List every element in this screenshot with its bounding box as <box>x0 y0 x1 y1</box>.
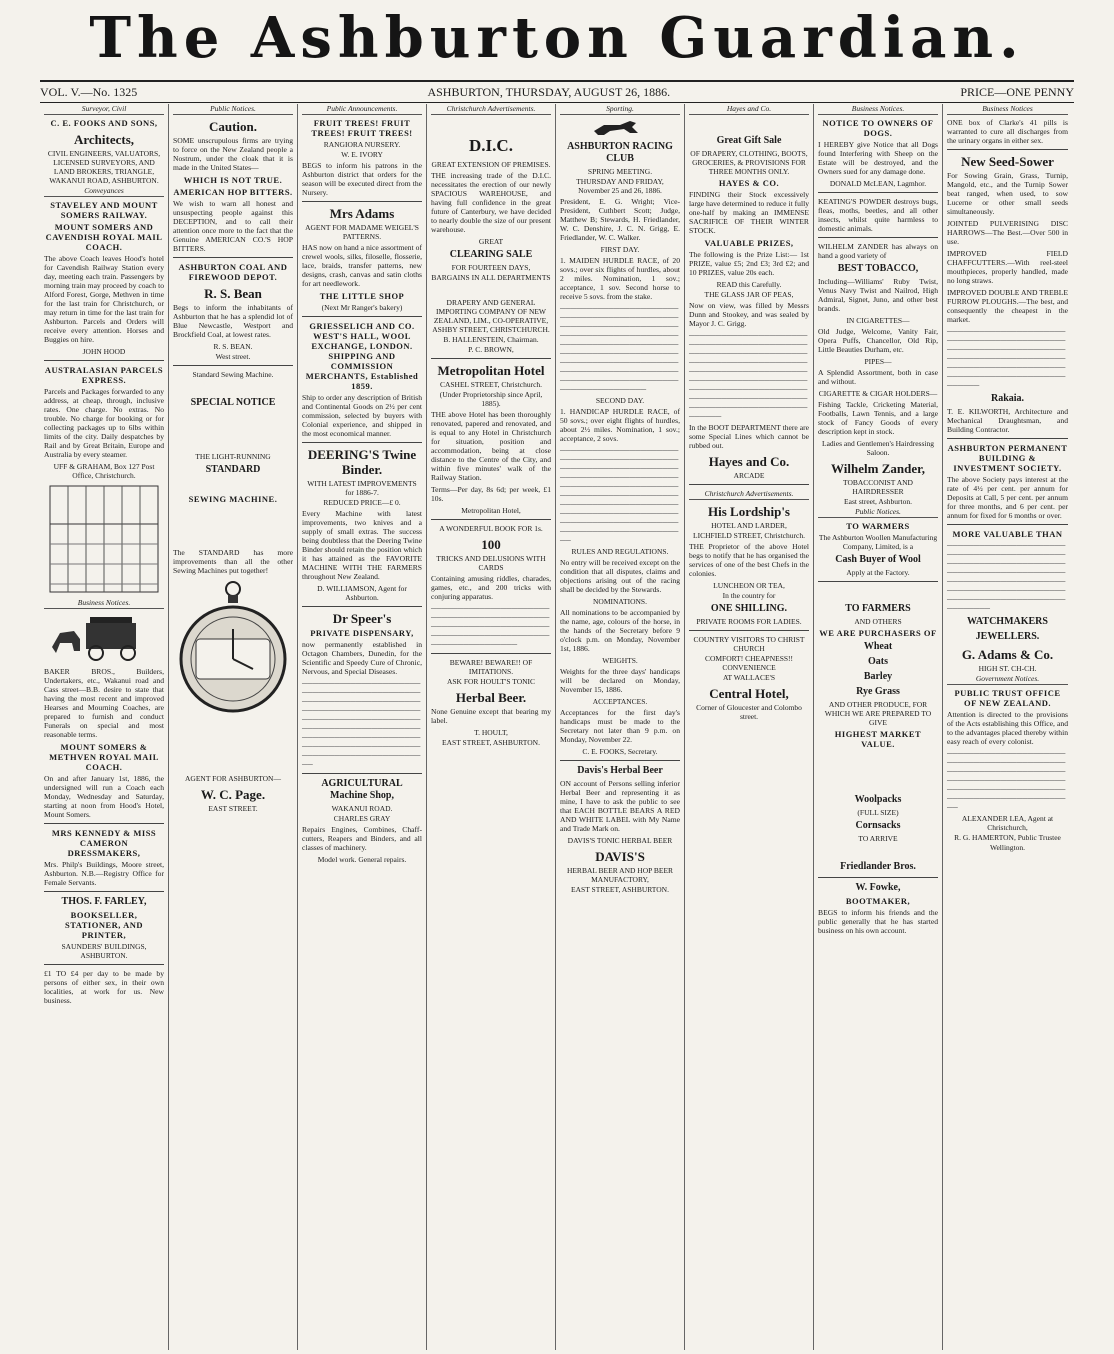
section-header: Public Notices. <box>818 507 938 518</box>
ad-text: All nominations to be accompanied by the name, age, colours of the horse, in the hands of the Secretary before 9 o'clock p.m. on Monday, November 1st, 1886. <box>560 608 680 653</box>
ad-title: R. S. Bean <box>204 286 262 301</box>
volume-number: VOL. V.—No. 1325 <box>40 84 138 99</box>
ad-heading: VALUABLE PRIZES, <box>704 238 794 248</box>
ad-title: STANDARD <box>205 464 261 475</box>
ad-title: Friedlander Bros. <box>840 861 916 872</box>
ad-heading: (Under Proprietorship since April, 1885). <box>439 390 543 408</box>
ad-heading: READ this Carefully. <box>716 280 782 289</box>
ad-heading: PIPES— <box>864 357 892 366</box>
ad-heading: WAKANUI ROAD. <box>331 804 393 813</box>
divider <box>818 192 938 193</box>
ad-heading: AGENT FOR MADAME WEIGEL'S PATTERNS. <box>305 223 419 241</box>
ad-text: JOINTED PULVERISING DISC HARROWS—The Best.—Over 500 in use. <box>947 219 1068 246</box>
divider <box>689 484 809 485</box>
ad-text: Mrs. Philp's Buildings, Moore street, Ashburton. N.B.—Registry Office for Female Servants. <box>44 860 164 887</box>
divider <box>173 257 293 258</box>
ad-text: The above Coach leaves Hood's hotel for Cavendish Railway Station every day, meeting each train. Passengers by morning train may proceed by coach to Alford Forest, Gorge, Methven in time for the last train for Christchurch, or may return in time for the last train for Ashburton. Parcels and Orders will receive every attention. Horses and Buggies on hire. <box>44 254 164 344</box>
ad-heading: THURSDAY AND FRIDAY, November 25 and 26, 1886. <box>576 177 664 195</box>
ad-text: A Splendid Assortment, both in case and without. <box>818 368 938 386</box>
ad-text: In the BOOT DEPARTMENT there are some Special Lines which cannot be rubbed out. <box>689 423 809 450</box>
section-header: Government Notices. <box>947 674 1068 685</box>
ad-title: Caution. <box>208 119 258 134</box>
ad-heading: LUNCHEON OR TEA, <box>713 581 785 590</box>
body-text-filler: ──────────────────────────────────────────────────────────────────────────────────────────────────────── <box>431 604 550 649</box>
ad-heading: WEIGHTS. <box>602 656 638 665</box>
ad-signature: UFF & GRAHAM, Box 127 Post Office, Christchurch. <box>53 462 155 480</box>
ad-title: Rakaia. <box>990 393 1025 404</box>
page-columns <box>40 104 1080 1350</box>
racehorse-illustration <box>590 119 650 137</box>
ad-title: DEERING'S Twine Binder. <box>307 447 417 477</box>
rate-table-illustration <box>46 484 162 594</box>
ad-heading: FRUIT TREES! FRUIT TREES! FRUIT TREES! <box>311 118 413 138</box>
divider <box>560 760 680 761</box>
ad-title: Herbal Beer. <box>455 690 527 705</box>
body-text-filler: ────────────────────────────────────────────────────────────────────────────────────────────────────────────────────────────────────────── <box>947 327 1066 390</box>
divider <box>947 149 1068 150</box>
divider <box>818 237 938 238</box>
ad-text: The STANDARD has more improvements than all the other Sewing Machines put together! <box>173 548 293 575</box>
ad-title: Mrs Adams <box>329 206 395 221</box>
ad-address: East street, Ashburton. <box>844 497 912 506</box>
ad-title: Rye Grass <box>856 686 900 697</box>
ad-heading: STAVELEY AND MOUNT SOMERS RAILWAY. <box>50 200 158 220</box>
ad-text: THE increasing trade of the D.I.C. necessitates the erection of our newly SPACIOUS WAREHOUSE, and having full confidence in the great future of Canterbury, we have decided to nearly double the size of our present warehouse. <box>431 171 551 234</box>
ad-text: SOME unscrupulous firms are trying to force on the New Zealand people a Nostrum, under the cloak that it is made in the United States— <box>173 136 293 172</box>
ad-heading: Standard Sewing Machine. <box>192 370 274 379</box>
ad-text: IMPROVED FIELD CHAFFCUTTERS.—With reel-steel mouthpieces, properly handled, made no long straws. <box>947 249 1068 285</box>
ad-heading: BEWARE! BEWARE!! OF IMITATIONS. <box>449 658 533 676</box>
ad-address: EAST STREET, ASHBURTON. <box>442 738 540 747</box>
ad-text: BEGS to inform his friends and the public generally that he has started business on his own account. <box>818 908 938 935</box>
ad-heading: CHARLES GRAY <box>333 814 391 823</box>
ad-title: Cornsacks <box>855 820 901 831</box>
body-text-filler: ────────────────────────────────────────────────────────────────────────────────────────────────────────────────────────────────────────────────────────────────── <box>947 541 1066 613</box>
column-5 <box>556 104 685 1350</box>
ad-heading: ASK FOR HOULT'S TONIC <box>446 677 536 686</box>
ad-title: D.I.C. <box>469 136 513 155</box>
section-header: Christchurch Advertisements. <box>689 489 809 500</box>
ad-heading: IN CIGARETTES— <box>846 316 910 325</box>
ad-text: Including—Williams' Ruby Twist, Venus Navy Twist and Nailrod, High Admiral, Signet, Juno, and other best brands. <box>818 277 938 313</box>
ad-text: No entry will be received except on the condition that all disputes, claims and objections arising out of the racing shall be decided by the Stewards. <box>560 558 680 594</box>
ad-heading: GREAT <box>478 237 504 246</box>
ad-heading: PUBLIC TRUST OFFICE OF NEW ZEALAND. <box>954 688 1061 708</box>
ad-heading: REDUCED PRICE—£ 0. <box>323 498 401 507</box>
column-8 <box>943 104 1072 1350</box>
ad-text: On and after January 1st, 1886, the undersigned will run a Coach each Monday, Wednesday and Saturday, starting at noon from Hood's Hotel, Mount Somers. <box>44 774 164 819</box>
ad-address: EAST STREET, ASHBURTON. <box>571 885 669 894</box>
ad-heading: SPRING MEETING. <box>587 167 653 176</box>
ad-heading: SECOND DAY. <box>595 396 645 405</box>
ad-heading: THE GLASS JAR OF PEAS, <box>704 290 794 299</box>
ad-heading: OF DRAPERY, CLOTHING, BOOTS, GROCERIES, & PROVISIONS FOR THREE MONTHS ONLY. <box>690 149 808 176</box>
ad-text: Attention is directed to the provisions of the Acts establishing this Office, and to the advantages placed thereby within easy reach of every colonist. <box>947 710 1068 746</box>
ad-title: Barley <box>863 671 893 682</box>
divider <box>947 524 1068 525</box>
ad-heading: WITH LATEST IMPROVEMENTS for 1886-7. <box>307 479 417 497</box>
ad-heading: ACCEPTANCES. <box>592 697 648 706</box>
ad-heading: PRIVATE DISPENSARY, <box>310 628 414 638</box>
ad-text: The above Society pays interest at the rate of 4½ per cent. per annum for Deposits at Call, 5 per cent. per annum for three months, and 6 per cent. per annum for fixed for 6 months or over. <box>947 475 1068 520</box>
ad-text: Fishing Tackle, Cricketing Material, Footballs, Lawn Tennis, and a large stock of Fancy Goods of every description kept in stock. <box>818 400 938 436</box>
ad-text: Model work. General repairs. <box>317 855 407 864</box>
divider <box>44 891 164 892</box>
ad-text: Repairs Engines, Combines, Chaff-cutters, Reapers and Binders, and all classes of machinery. <box>302 825 422 852</box>
ad-signature: DONALD McLEAN, Lagmhor. <box>829 179 927 188</box>
ad-signature: C. E. FOOKS, Secretary. <box>582 747 658 756</box>
ad-signature: T. HOULT, <box>474 728 508 737</box>
section-header: Business Notices <box>947 104 1068 115</box>
section-header: Hayes and Co. <box>689 104 809 115</box>
ad-text: Weights for the three days' handicaps will be declared on Monday, November 15, 1886. <box>560 667 680 694</box>
ad-title: SPECIAL NOTICE <box>190 397 276 408</box>
ad-text: Acceptances for the first day's handicaps must be made to the Secretary not later than 9 p.m. on Monday, November 22. <box>560 708 680 744</box>
ad-title: WATCHMAKERS <box>967 616 1048 627</box>
ad-heading: NOMINATIONS. <box>593 597 647 606</box>
ad-title: 100 <box>481 537 501 552</box>
ad-heading: MOUNT SOMERS & METHVEN ROYAL MAIL COACH. <box>49 742 159 772</box>
ad-text: Old Judge, Welcome, Vanity Fair, Opera Puffs, Chancellor, Old Rip, Little Beauties Durham, etc. <box>818 327 938 354</box>
ad-heading: HOTEL AND LARDER, <box>711 521 787 530</box>
ad-heading: BARGAINS IN ALL DEPARTMENTS <box>431 273 551 282</box>
ad-title: New Seed-Sower <box>961 154 1054 169</box>
ad-text: BAKER BROS., Builders, Undertakers, etc., Wakanui road and Cass street—B.B. desire to state that having the most recent and improved Hearses and Mourning Coaches, are prepared to furnish and conduct Funerals on special and most reasonable terms. <box>44 667 164 739</box>
ad-text: WILHELM ZANDER has always on hand a good variety of <box>818 242 938 260</box>
ad-text: The following is the Prize List:— 1st PRIZE, value £5; 2nd £3; 3rd £2; and 10 PRIZES, value 20s each. <box>689 250 809 277</box>
ad-heading: MORE VALUABLE THAN <box>952 529 1063 539</box>
ad-text: 1. HANDICAP HURDLE RACE, of 50 sovs.; over eight flights of hurdles, about 2½ miles. Nomination, 1 sov.; acceptance, 2 sovs. <box>560 407 680 443</box>
ad-heading: THE LIGHT-RUNNING <box>195 452 271 461</box>
ad-title: TO FARMERS <box>845 603 911 614</box>
ad-heading: BOOTMAKER, <box>845 896 911 906</box>
ad-title: His Lordship's <box>707 504 790 519</box>
ad-heading: AND OTHERS <box>854 617 902 626</box>
body-text-filler: ────────────────────────────────────────────────────────────────────────────────────────────────────────────────────────────────────────────────────────────────────────────────────────────────────────────────────────────── <box>560 446 679 545</box>
ad-text: Every Machine with latest improvements, two knives and a supply of small extras. The success being doubtless that the Deering Twine Binder should retain the position which it has attained as the FAVORITE MACHINE WITH THE FARMERS throughout New Zealand. <box>302 509 423 581</box>
divider <box>302 316 422 317</box>
ad-heading: RULES AND REGULATIONS. <box>571 547 669 556</box>
divider <box>947 438 1068 439</box>
ad-heading: HIGHEST MARKET VALUE. <box>834 729 922 749</box>
divider <box>818 877 938 878</box>
ad-heading: THE LITTLE SHOP <box>319 291 405 301</box>
price: PRICE—ONE PENNY <box>960 84 1074 99</box>
ad-title: Great Gift Sale <box>716 135 782 146</box>
ad-signature: ALEXANDER LEA, Agent at Christchurch, <box>961 814 1054 832</box>
column-1 <box>40 104 169 1350</box>
ad-heading: MOUNT SOMERS AND CAVENDISH ROYAL MAIL COACH. <box>45 222 163 252</box>
ad-heading: TRICKS AND DELUSIONS WITH CARDS <box>436 554 546 572</box>
ad-heading: ASHBURTON PERMANENT BUILDING & INVESTMENT SOCIETY. <box>947 443 1068 473</box>
ad-heading: GREAT EXTENSION OF PREMISES. <box>431 160 551 169</box>
ad-title: G. Adams & Co. <box>961 647 1054 662</box>
ad-heading: DAVIS'S TONIC HERBAL BEER <box>567 836 673 845</box>
ad-text: ONE box of Clarke's 41 pills is warranted to cure all discharges from the urinary organs in either sex. <box>947 118 1068 145</box>
ad-text: CIVIL ENGINEERS, VALUATORS, LICENSED SURVEYORS, AND LAND BROKERS, TRIANGLE, WAKANUI ROAD, ASHBURTON. <box>47 149 161 185</box>
ad-heading: (FULL SIZE) <box>857 808 899 817</box>
divider <box>818 581 938 582</box>
ad-text: 1. MAIDEN HURDLE RACE, of 20 sovs.; over six flights of hurdles, about 2 miles. Nomination, 1 sov.; acceptance, 1 sov. Second horse to receive 5 sovs. from the stake. <box>560 256 680 301</box>
column-3 <box>298 104 427 1350</box>
ad-heading: WHICH IS NOT TRUE. <box>183 175 283 185</box>
ad-text: President, E. G. Wright; Vice-President, Cuthbert Scott; Judge, Matthew B; Stewards, H. Friedlander, W. C. Denshire, J. C. N. Grigg, E. Friedlander, W. C. Walker. <box>560 197 680 242</box>
body-text-filler: ────────────────────────────────────────────────────────────────────────────────────────────────────────────────────────────────────────────────────────────────────────────────────────────────────────────────────── <box>560 304 679 394</box>
ad-signature: JOHN HOOD <box>82 347 126 356</box>
ad-title: Wheat <box>863 641 893 652</box>
ad-address: (Next Mr Ranger's bakery) <box>321 303 403 312</box>
ad-title: Davis's Herbal Beer <box>577 765 663 776</box>
section-header: Public Notices. <box>173 104 293 115</box>
section-header: Surveyor, Civil <box>44 104 164 115</box>
ad-signature: R. G. HAMERTON, Public Trustee <box>954 833 1061 842</box>
ad-heading: ASHBURTON COAL AND FIREWOOD DEPOT. <box>178 262 288 282</box>
ad-heading: PRIVATE ROOMS FOR LADIES. <box>696 617 802 626</box>
ad-text: ON account of Persons selling inferior Herbal Beer and representing it as mine, I have to ask the public to see that EACH BOTTLE BEARS A RED AND WHITE LABEL with My Name and Trade Mark on. <box>560 779 680 833</box>
ad-text: FINDING their Stock excessively large have determined to reduce it fully one-half by making an IMMENSE SACRIFICE OF THEIR WINTER STOCK. <box>689 190 809 235</box>
ad-heading: WE ARE PURCHASERS OF <box>819 628 937 638</box>
ad-signature: B. HALLENSTEIN, Chairman. <box>443 335 539 344</box>
ad-title: ASHBURTON RACING CLUB <box>567 141 673 164</box>
divider <box>302 442 422 443</box>
ad-heading: A WONDERFUL BOOK FOR 1s. <box>439 524 543 533</box>
section-header: Business Notices. <box>818 104 938 115</box>
section-header: Public Announcements. <box>302 104 422 115</box>
ad-address: LICHFIELD STREET, Christchurch. <box>693 531 805 540</box>
ad-heading: AUSTRALASIAN PARCELS EXPRESS. <box>44 365 164 385</box>
ad-title: THOS. F. FARLEY, <box>61 896 147 907</box>
ad-text: IMPROVED DOUBLE AND TREBLE FURROW PLOUGHS.—The best, and consequently the cheapest in the market. <box>947 288 1068 324</box>
ad-text: HAS now on hand a nice assortment of crewel wools, silks, filoselle, flosserie, lace, braids, transfer patterns, new designs, crash, canvas and satin cloths for art needlework. <box>302 243 422 288</box>
ad-heading: FIRST DAY. <box>600 245 640 254</box>
ad-title: Hayes and Co. <box>708 454 790 469</box>
divider <box>431 653 551 654</box>
ad-heading: C. E. FOOKS AND SONS, <box>50 118 158 128</box>
ad-heading: BOOKSELLER, STATIONER, AND PRINTER, <box>64 910 143 940</box>
divider <box>431 519 551 520</box>
ad-heading: AMERICAN HOP BITTERS. <box>173 187 293 197</box>
ad-text: Terms—Per day, 8s 6d; per week, £1 10s. <box>431 485 551 503</box>
ad-title: Central Hotel, <box>709 686 789 701</box>
ad-title: JEWELLERS. <box>975 631 1040 642</box>
column-7 <box>814 104 943 1350</box>
divider <box>173 365 293 366</box>
ad-heading: AT WALLACE'S <box>722 673 776 682</box>
ad-address: West street. <box>215 352 251 361</box>
ad-title: Dr Speer's <box>332 611 392 626</box>
ad-title: W. C. Page. <box>200 787 266 802</box>
ad-title: Oats <box>868 656 888 667</box>
dateline <box>40 80 1074 103</box>
ad-text: None Genuine except that bearing my label. <box>431 707 551 725</box>
body-text-filler: ──────────────────────────────────────────────────────────────────────────────────────────────────────────────────────────────────────────────────────────────────────────────────────────────────────── <box>302 679 421 769</box>
ad-title: W. Fowke, <box>855 882 901 893</box>
divider <box>431 358 551 359</box>
ad-heading: COUNTRY VISITORS TO CHRIST CHURCH <box>693 635 805 653</box>
section-header: Conveyances <box>44 186 164 197</box>
ad-title: Metropolitan Hotel <box>437 363 545 378</box>
ad-address: Wellington. <box>989 843 1026 852</box>
ad-title: Wilhelm Zander, <box>831 461 925 476</box>
ad-heading: In the country for <box>722 591 776 600</box>
ad-heading: RANGIORA NURSERY. <box>323 140 401 149</box>
ad-heading: HAYES & CO. <box>718 178 780 188</box>
ad-heading: TOBACCONIST AND HAIRDRESSER <box>843 478 913 496</box>
ad-heading: Ladies and Gentlemen's Hairdressing Saloon. <box>822 439 934 457</box>
ad-heading: TO ARRIVE <box>858 834 898 843</box>
section-header: Christchurch Advertisements. <box>431 104 551 115</box>
watch-illustration <box>178 579 288 729</box>
ad-heading: MRS KENNEDY & MISS CAMERON DRESSMAKERS, <box>51 828 157 858</box>
divider <box>44 964 164 965</box>
column-6 <box>685 104 814 1350</box>
hearse-illustration <box>46 613 162 663</box>
ad-text: Ship to order any description of British and Continental Goods on 2½ per cent commission, selected by buyers with Colonial experience, and shipped in the most economical manner. <box>302 393 422 438</box>
section-header: Business Notices. <box>44 598 164 609</box>
ad-heading: NOTICE TO OWNERS OF DOGS. <box>822 118 934 138</box>
ad-heading: SEWING MACHINE. <box>188 494 278 504</box>
body-text-filler: ──────────────────────────────────────────────────────────────────────────────────────────────────────────────────────────────────────────────────────────────────────────────────────────────────────────── <box>689 331 808 421</box>
ad-text: £1 TO £4 per day to be made by persons of either sex, in their own localities, at work for us. New business. <box>44 969 164 1005</box>
ad-title: BEST TOBACCO, <box>837 263 919 274</box>
divider <box>302 606 422 607</box>
divider <box>44 823 164 824</box>
ad-text: SAUNDERS' BUILDINGS, ASHBURTON. <box>61 942 147 960</box>
ad-heading: FOR FOURTEEN DAYS, <box>451 263 531 272</box>
body-text-filler: ────────────────────────────────────────────────────────────────────────────────────────────────────────────────────────────────────── <box>947 749 1066 812</box>
ad-text: THE above Hotel has been thoroughly renovated, papered and renovated, and is equal to any Hotel in Christchurch for situation, position and accommodation, being at close distance to the Centre of the City, and within five minutes' walk of the Railway Station. <box>431 410 551 482</box>
ad-text: THE Proprietor of the above Hotel begs to notify that he has organised the services of one of the best Chefs in the colonies. <box>689 542 809 578</box>
ad-text: DRAPERY AND GENERAL IMPORTING COMPANY OF NEW ZEALAND, LIM., CO-OPERATIVE, ASHBY STREET, CHRISTCHURCH. <box>432 298 550 334</box>
ad-text: KEATING'S POWDER destroys bugs, fleas, moths, beetles, and all other insects, whilst quite harmless to domestic animals. <box>818 197 938 233</box>
ad-text: Now on view, was filled by Messrs Dunn and Stookey, and was sealed by Mayor J. C. Grigg. <box>689 301 809 328</box>
ad-title: ONE SHILLING. <box>710 603 788 614</box>
ad-title: CLEARING SALE <box>449 249 533 260</box>
divider <box>44 360 164 361</box>
issue-date: ASHBURTON, THURSDAY, AUGUST 26, 1886. <box>427 84 671 99</box>
ad-text: The Ashburton Woollen Manufacturing Company, Limited, is a <box>818 533 938 551</box>
divider <box>302 773 422 774</box>
ad-signature: D. WILLIAMSON, Agent for Ashburton. <box>317 584 407 602</box>
ad-title: Cash Buyer of Wool <box>835 554 921 565</box>
ad-signature: Metropolitan Hotel, <box>461 506 521 515</box>
newspaper-title: The Ashburton Guardian. <box>89 5 1025 71</box>
divider <box>689 630 809 631</box>
ad-heading: CIGARETTE & CIGAR HOLDERS— <box>818 389 938 398</box>
column-2 <box>169 104 298 1350</box>
ad-text: T. E. KILWORTH, Architecture and Mechanical Draughtsman, and Building Contractor. <box>947 407 1068 434</box>
ad-text: Begs to inform the inhabitants of Ashburton that he has a splendid lot of Blue Newcastle, Westport and Brockfield Coal, at lowest rates. <box>173 303 293 339</box>
ad-text: We wish to warn all honest and unsuspecting people against this DECEPTION, and to call their attention once more to the fact that the Genuine AMERICAN CO.'S HOP BITTERS. <box>173 199 293 253</box>
ad-heading: TO WARMERS <box>846 521 910 531</box>
ad-text: I HEREBY give Notice that all Dogs found Interfering with Sheep on the Estate will be destroyed, and the Owners sued for any damage done. <box>818 140 938 176</box>
ad-text: Parcels and Packages forwarded to any address, at cheap, through, inclusive rates. One charge. No extras. No trouble. No charge for booking or for collecting packages up to 6lbs within limits of the city. Daily despatches by Rail and by Great Britain, Europe and Australia by every steamer. <box>44 387 164 459</box>
ad-address: ARCADE <box>733 471 765 480</box>
ad-signature: R. S. BEAN. <box>213 342 253 351</box>
ad-title: Architects, <box>73 132 135 147</box>
ad-signature: P. C. BROWN, <box>468 345 514 354</box>
ad-text: Containing amusing riddles, charades, games, etc., and 200 tricks with conjuring apparatus. <box>431 574 551 601</box>
ad-heading: AND OTHER PRODUCE, FOR WHICH WE ARE PREPARED TO GIVE <box>824 700 932 727</box>
divider <box>302 201 422 202</box>
ad-address: EAST STREET. <box>208 804 258 813</box>
ad-text: For Sowing Grain, Grass, Turnip, Mangold, etc., and the Turnip Sower beat ranged, when used, to sow Lucerne or other small seeds simultaneously. <box>947 171 1068 216</box>
masthead <box>0 0 1114 72</box>
ad-title: DAVIS'S <box>595 849 645 864</box>
section-header: Sporting. <box>560 104 680 115</box>
ad-title: Woolpacks <box>854 794 902 805</box>
ad-heading: HERBAL BEER AND HOP BEER MANUFACTORY, <box>566 866 674 884</box>
ad-address: HIGH ST. CH-CH. <box>978 664 1037 673</box>
ad-address: CASHEL STREET, Christchurch. <box>439 380 543 389</box>
ad-heading: W. E. IVORY <box>341 150 383 159</box>
column-4 <box>427 104 556 1350</box>
ad-text: Apply at the Factory. <box>846 568 910 577</box>
ad-heading: COMFORT! CHEAPNESS!! CONVENIENCE <box>704 654 794 672</box>
ad-title: AGRICULTURAL Machine Shop, <box>321 778 403 801</box>
ad-heading: AGENT FOR ASHBURTON— <box>185 774 281 783</box>
ad-heading: GRIESSELICH AND CO. WEST'S HALL, WOOL EXCHANGE, LONDON. SHIPPING AND COMMISSION MERCHANTS, Established 1859. <box>305 321 419 391</box>
ad-text: BEGS to inform his patrons in the Ashburton district that orders for the season will be executed direct from the Nursery. <box>302 161 422 197</box>
ad-text: now permanently established in Octagon Chambers, Dunedin, for the Scientific and Speedy Cure of Chronic, Nervous, and Special Diseases. <box>302 640 422 676</box>
ad-address: Corner of Gloucester and Colombo street. <box>696 703 802 721</box>
